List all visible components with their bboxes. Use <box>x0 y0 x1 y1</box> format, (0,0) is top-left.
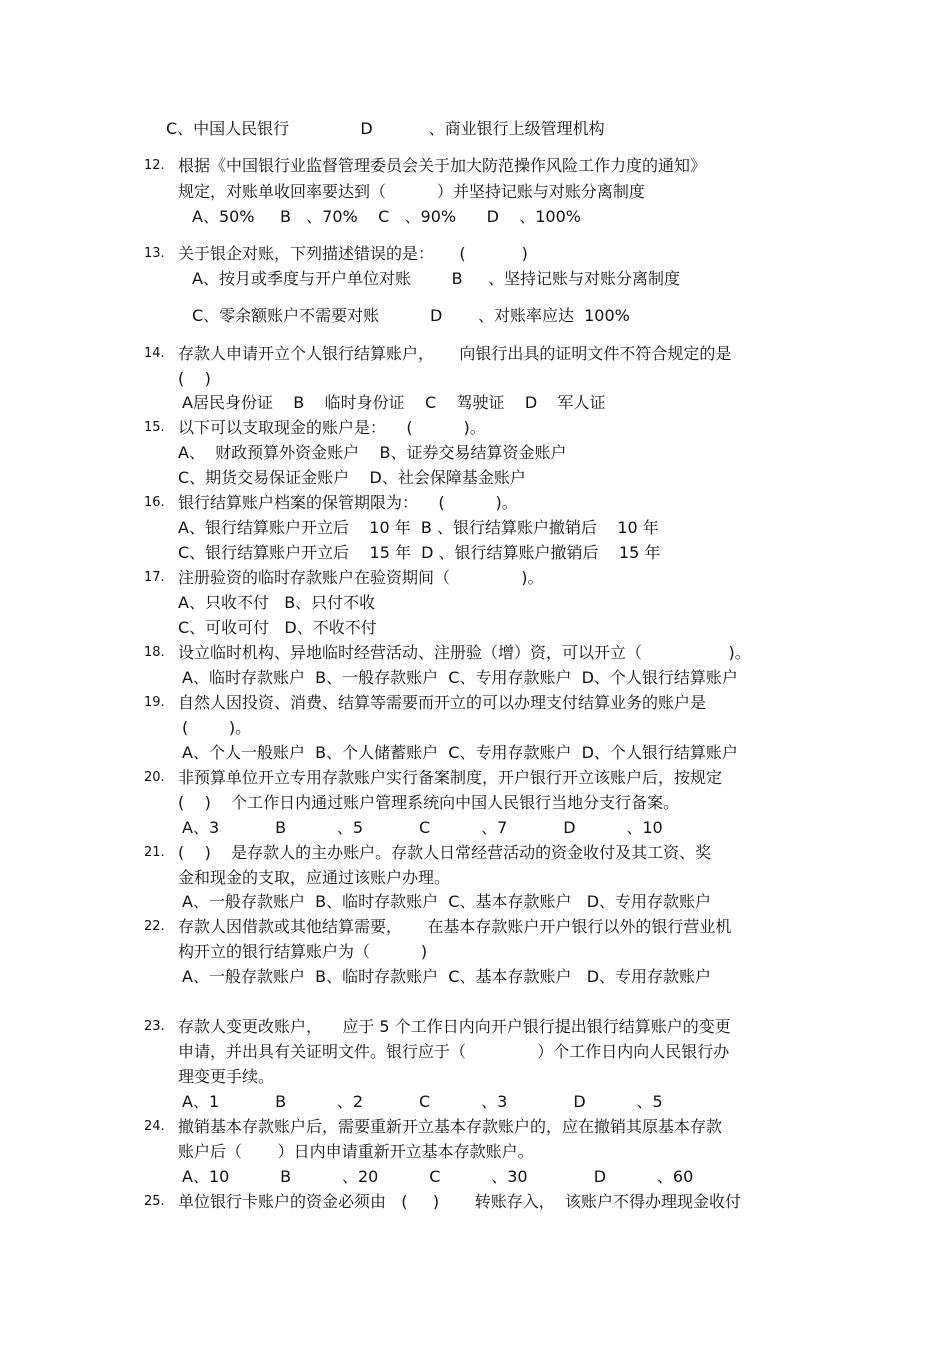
question-12-text-2: 规定，对账单收回率要达到（ ）并坚持记账与对账分离制度 <box>178 182 645 201</box>
question-16-options-ab: A、银行结算账户开立后 10 年 B 、银行结算账户撤销后 10 年 <box>178 518 659 537</box>
question-14-options: A居民身份证 B 临时身份证 C 驾驶证 D 军人证 <box>182 393 606 412</box>
question-25-text: 单位银行卡账户的资金必须由 ( ) 转账存入， 该账户不得办理现金收付 <box>178 1192 741 1211</box>
question-15-options-ab: A、 财政预算外资金账户 B、证券交易结算资金账户 <box>178 443 567 462</box>
question-number-14: 14. <box>144 346 165 361</box>
question-21-text-2: 金和现金的支取，应通过该账户办理。 <box>178 868 451 887</box>
question-16-options-cd: C、银行结算账户开立后 15 年 D 、银行结算账户撤销后 15 年 <box>178 543 661 562</box>
question-19-options: A、个人一般账户 B、个人储蓄账户 C、专用存款账户 D、个人银行结算账户 <box>182 743 738 762</box>
question-24-options: A、10 B 、20 C 、30 D 、60 <box>182 1167 694 1186</box>
question-13-options-cd: C、零余额账户不需要对账 D 、对账率应达 100% <box>192 306 630 325</box>
question-13-text: 关于银企对账，下列描述错误的是： ( ) <box>178 244 528 263</box>
question-21-options: A、一般存款账户 B、临时存款账户 C、基本存款账户 D、专用存款账户 <box>182 892 712 911</box>
question-19-text: 自然人因投资、消费、结算等需要而开立的可以办理支付结算业务的账户是 <box>178 693 707 712</box>
question-17-options-ab: A、只收不付 B、只付不收 <box>178 593 376 612</box>
question-12-text: 根据《中国银行业监督管理委员会关于加大防范操作风险工作力度的通知》 <box>178 156 707 175</box>
question-23-text: 存款人变更改账户， 应于 5 个工作日内向开户银行提出银行结算账户的变更 <box>178 1017 731 1036</box>
question-number-24: 24. <box>144 1119 165 1134</box>
question-number-21: 21. <box>144 845 165 860</box>
option-line-c-d: C、中国人民银行 D 、商业银行上级管理机构 <box>166 119 605 138</box>
question-number-12: 12. <box>144 158 165 173</box>
question-17-options-cd: C、可收可付 D、不收不付 <box>178 618 377 637</box>
question-24-text: 撤销基本存款账户后，需要重新开立基本存款账户的，应在撤销其原基本存款 <box>178 1117 723 1136</box>
question-number-22: 22. <box>144 919 165 934</box>
question-23-text-3: 理变更手续。 <box>178 1067 275 1086</box>
question-15-text: 以下可以支取现金的账户是： ( )。 <box>178 418 486 437</box>
question-24-text-2: 账户后（ ）日内申请重新开立基本存款账户。 <box>178 1142 534 1161</box>
question-20-options: A、3 B 、5 C 、7 D 、10 <box>182 818 663 837</box>
question-18-text: 设立临时机构、异地临时经营活动、注册验（增）资，可以开立（ )。 <box>178 643 751 662</box>
question-19-text-2: ( )。 <box>182 718 252 737</box>
question-number-13: 13. <box>144 246 165 261</box>
question-23-text-2: 申请，并出具有关证明文件。银行应于（ ）个工作日内向人民银行办 <box>178 1042 730 1061</box>
question-23-options: A、1 B 、2 C 、3 D 、5 <box>182 1092 663 1111</box>
question-number-20: 20. <box>144 770 165 785</box>
question-number-25: 25. <box>144 1194 165 1209</box>
question-20-text-2: ( ) 个工作日内通过账户管理系统向中国人民银行当地分支行备案。 <box>178 793 680 812</box>
question-number-15: 15. <box>144 420 165 435</box>
question-number-19: 19. <box>144 695 165 710</box>
question-15-options-cd: C、期货交易保证金账户 D、社会保障基金账户 <box>178 468 526 487</box>
question-21-text: ( ) 是存款人的主办账户。存款人日常经营活动的资金收付及其工资、奖 <box>178 843 712 862</box>
question-16-text: 银行结算账户档案的保管期限为： ( )。 <box>178 493 518 512</box>
question-22-text-2: 构开立的银行结算账户为（ ) <box>178 942 428 961</box>
question-13-options-ab: A、按月或季度与开户单位对账 B 、坚持记账与对账分离制度 <box>192 269 681 288</box>
question-number-23: 23. <box>144 1019 165 1034</box>
question-14-text: 存款人申请开立个人银行结算账户， 向银行出具的证明文件不符合规定的是 <box>178 344 732 363</box>
question-20-text: 非预算单位开立专用存款账户实行备案制度，开户银行开立该账户后，按规定 <box>178 768 723 787</box>
question-18-options: A、临时存款账户 B、一般存款账户 C、专用存款账户 D、个人银行结算账户 <box>182 668 738 687</box>
question-number-16: 16. <box>144 495 165 510</box>
question-14-text-2: ( ) <box>178 369 211 388</box>
question-number-17: 17. <box>144 570 165 585</box>
question-22-text: 存款人因借款或其他结算需要， 在基本存款账户开户银行以外的银行营业机 <box>178 917 732 936</box>
question-number-18: 18. <box>144 645 165 660</box>
question-22-options: A、一般存款账户 B、临时存款账户 C、基本存款账户 D、专用存款账户 <box>182 967 712 986</box>
question-12-options: A、50% B 、70% C 、90% D 、100% <box>192 207 581 226</box>
question-17-text: 注册验资的临时存款账户在验资期间（ )。 <box>178 568 544 587</box>
